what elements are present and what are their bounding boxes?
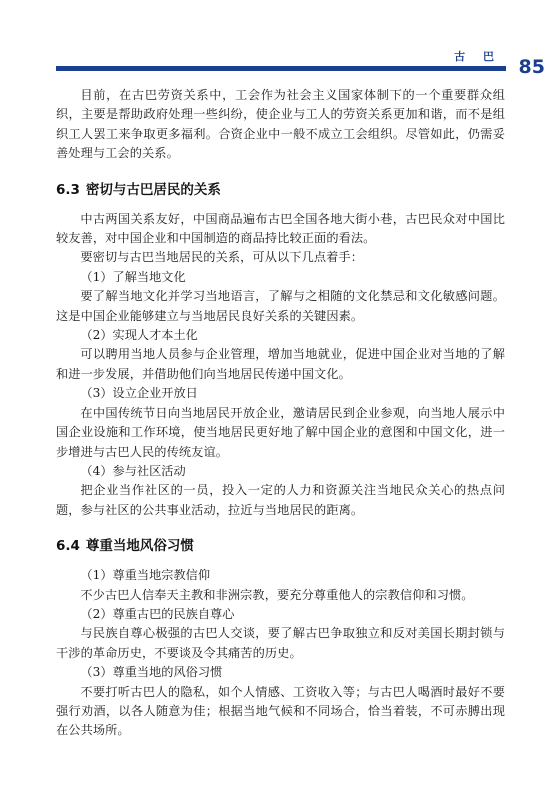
paragraph: 不少古巴人信奉天主教和非洲宗教，要充分尊重他人的宗教信仰和习惯。 bbox=[80, 587, 474, 602]
subheading: （2）实现人才本土化 bbox=[80, 328, 198, 343]
subheading: （3）设立企业开放日 bbox=[80, 386, 198, 401]
section-title: 密切与古巴居民的关系 bbox=[85, 181, 221, 198]
section-6-3-paragraph-2: 要密切与古巴当地居民的关系，可从以下几点着手： bbox=[80, 250, 364, 265]
subheading: （4）参与社区活动 bbox=[80, 463, 186, 478]
subheading: （2）尊重古巴的民族自尊心 bbox=[80, 606, 235, 621]
subheading: （1）了解当地文化 bbox=[80, 269, 186, 284]
section-6-3-heading bbox=[56, 180, 505, 200]
paragraph: 把企业当作社区的一员，投入一定的人力和资源关注当地民众关心的热点问题，参与社区的公共事业活动，拉近与当地居民的距离。 bbox=[56, 483, 505, 517]
paragraph: 要了解当地文化并学习当地语言，了解与之相随的文化禁忌和文化敏感问题。这是中国企业能够建立与当地居民良好关系的关键因素。 bbox=[56, 289, 505, 323]
paragraph: 在中国传统节日向当地居民开放企业，邀请居民到企业参观，向当地人展示中国企业设施和工作环境，使当地居民更好地了解中国企业的意图和中国文化，进一步增进与古巴人民的传统友谊。 bbox=[56, 405, 505, 459]
section-number: 6.3 bbox=[56, 181, 80, 198]
subheading: （3）尊重当地的风俗习惯 bbox=[80, 665, 223, 680]
page-body bbox=[56, 86, 505, 741]
paragraph: 可以聘用当地人员参与企业管理，增加当地就业，促进中国企业对当地的了解和进一步发展，并借助他们向当地居民传递中国文化。 bbox=[56, 347, 505, 381]
section-title: 尊重当地风俗习惯 bbox=[85, 538, 194, 555]
paragraph: 不要打听古巴人的隐私，如个人情感、工资收入等；与古巴人喝酒时最好不要强行劝酒，以各人随意为佳；根据当地气候和不同场合，恰当着装，不可赤膊出现在公共场所。 bbox=[56, 684, 505, 738]
subheading: （1）尊重当地宗教信仰 bbox=[80, 568, 211, 583]
page-number: 85 bbox=[518, 56, 545, 78]
section-number: 6.4 bbox=[56, 538, 80, 555]
paragraph: 与民族自尊心极强的古巴人交谈，要了解古巴争取独立和反对美国长期封锁与干涉的革命历史，不要谈及令其痛苦的历史。 bbox=[56, 626, 505, 660]
section-6-3-paragraph-1: 中古两国关系友好，中国商品遍布古巴全国各地大街小巷，古巴民众对中国比较友善，对中国企业和中国制造的商品持比较正面的看法。 bbox=[56, 211, 505, 246]
header-country-label: 古 巴 bbox=[454, 50, 501, 63]
header-rule bbox=[56, 66, 506, 71]
section-6-4-heading bbox=[56, 536, 505, 556]
intro-paragraph: 目前，在古巴劳资关系中，工会作为社会主义国家体制下的一个重要群众组织，主要是帮助政府处理一些纠纷，使企业与工人的劳资关系更加和谐，而不是组织工人罢工来争取更多福利。合资企业中一般不成立工会组织。尽管如此，仍需妥善处理与工会的关系。 bbox=[56, 88, 505, 161]
